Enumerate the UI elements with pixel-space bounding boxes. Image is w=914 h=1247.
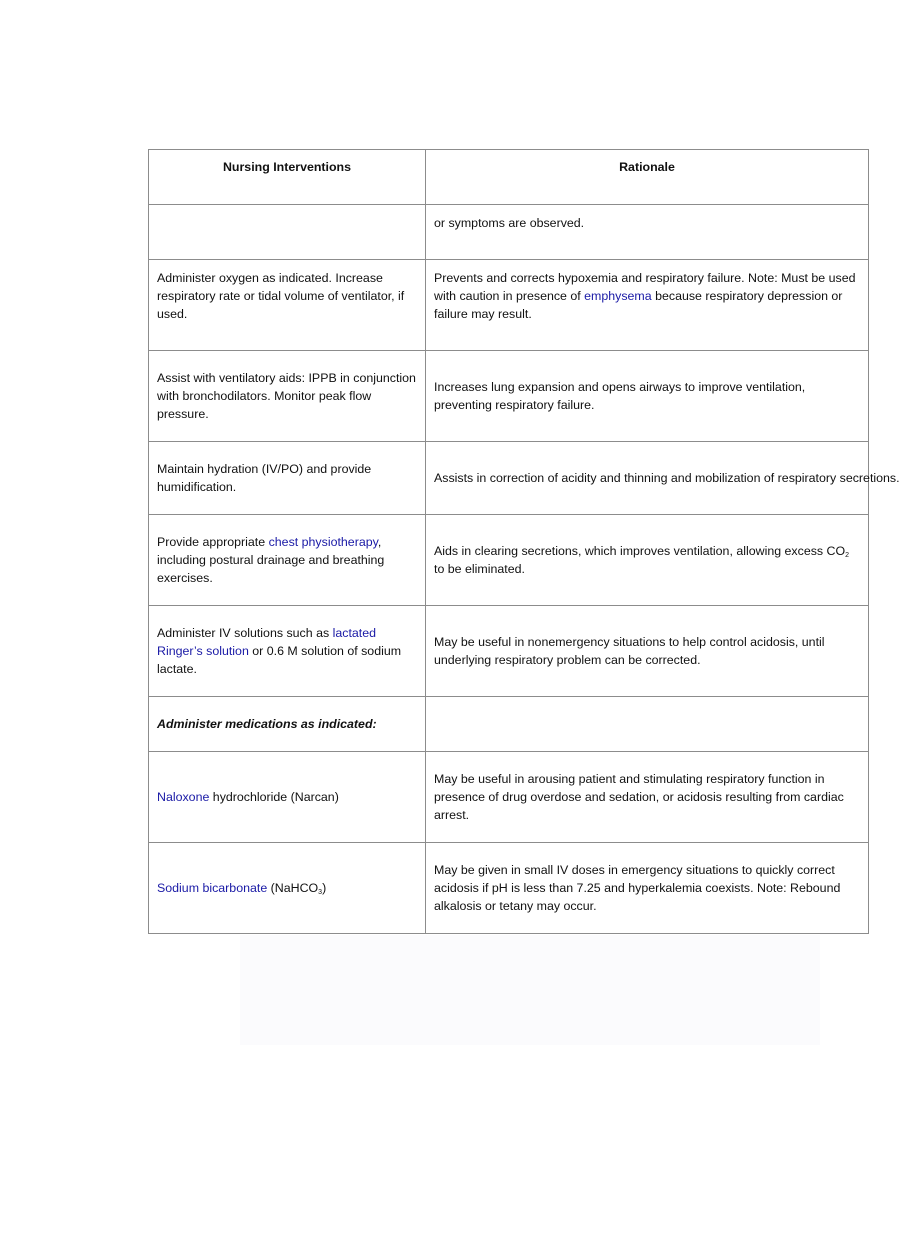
intervention-cell: Maintain hydration (IV/PO) and provide humidification. <box>149 442 426 515</box>
table-row <box>149 606 869 697</box>
intervention-cell <box>149 515 426 606</box>
rationale-text: Aids in clearing secretions, which improves ventilation, allowing excess CO <box>434 543 846 558</box>
lactated-ringers-link[interactable]: lactated Ringer’s solution <box>157 625 377 658</box>
header-interventions: Nursing Interventions <box>149 150 426 205</box>
sodium-bicarbonate-link[interactable]: Sodium bicarbonate <box>157 880 268 895</box>
table-row <box>149 697 869 752</box>
rationale-cell: May be useful in nonemergency situations to help control acidosis, until underlying respiratory problem can be corrected. <box>426 606 869 697</box>
table-row <box>149 205 869 260</box>
table-row <box>149 752 869 843</box>
rationale-text: because respiratory depression or failure may result. <box>434 289 843 322</box>
page-shade <box>240 935 820 1045</box>
intervention-cell <box>149 606 426 697</box>
table-row <box>149 351 869 442</box>
rationale-cell: May be useful in arousing patient and stimulating respiratory function in presence of drug overdose and sedation, or acidosis resulting from cardiac arrest. <box>426 752 869 843</box>
intervention-cell: Administer oxygen as indicated. Increase respiratory rate or tidal volume of ventilator, if used. <box>149 260 426 351</box>
rationale-cell <box>426 697 869 752</box>
intervention-text: (NaHCO <box>267 880 319 895</box>
intervention-text: , including postural drainage and breathing exercises. <box>157 534 385 586</box>
rationale-cell: Increases lung expansion and opens airways to improve ventilation, preventing respiratory failure. <box>426 351 869 442</box>
table-row <box>149 843 869 934</box>
table-row <box>149 260 869 351</box>
table-viewport <box>148 149 900 935</box>
intervention-text: ) <box>322 880 327 895</box>
table-row <box>149 515 869 606</box>
emphysema-link[interactable]: emphysema <box>584 289 652 304</box>
rationale-text: Prevents and corrects hypoxemia and respiratory failure. Note: Must be used with caution in presence of <box>434 271 856 304</box>
rationale-cell: May be given in small IV doses in emergency situations to quickly correct acidosis if pH is less than 7.25 and hyperkalemia coexists. Note: Rebound alkalosis or tetany may occur. <box>426 843 869 934</box>
intervention-cell: Administer medications as indicated: <box>149 697 426 752</box>
subscript-2: 2 <box>845 551 850 559</box>
intervention-text: Provide appropriate <box>157 534 269 549</box>
chest-physiotherapy-link[interactable]: chest physiotherapy <box>268 534 378 549</box>
intervention-text: hydrochloride (Narcan) <box>209 789 339 804</box>
rationale-text: to be eliminated. <box>434 562 525 576</box>
rationale-cell: or symptoms are observed. <box>426 205 869 260</box>
intervention-cell <box>149 752 426 843</box>
rationale-cell <box>426 442 900 515</box>
subscript-3: 3 <box>318 888 323 896</box>
intervention-cell: Assist with ventilatory aids: IPPB in conjunction with bronchodilators. Monitor peak flow pressure. <box>149 351 426 442</box>
intervention-cell <box>149 205 426 260</box>
intervention-text: Administer IV solutions such as <box>157 625 333 640</box>
header-row <box>149 150 869 205</box>
nursing-care-table <box>148 149 900 934</box>
rationale-cell <box>426 260 869 351</box>
naloxone-link[interactable]: Naloxone <box>157 789 210 804</box>
table-row <box>149 442 869 515</box>
rationale-text: Assists in correction of acidity and thinning and mobilization of respiratory secretions. <box>434 470 900 485</box>
intervention-cell <box>149 843 426 934</box>
intervention-text: or 0.6 M solution of sodium lactate. <box>157 643 402 677</box>
header-rationale: Rationale <box>426 150 869 205</box>
rationale-cell <box>426 515 869 606</box>
